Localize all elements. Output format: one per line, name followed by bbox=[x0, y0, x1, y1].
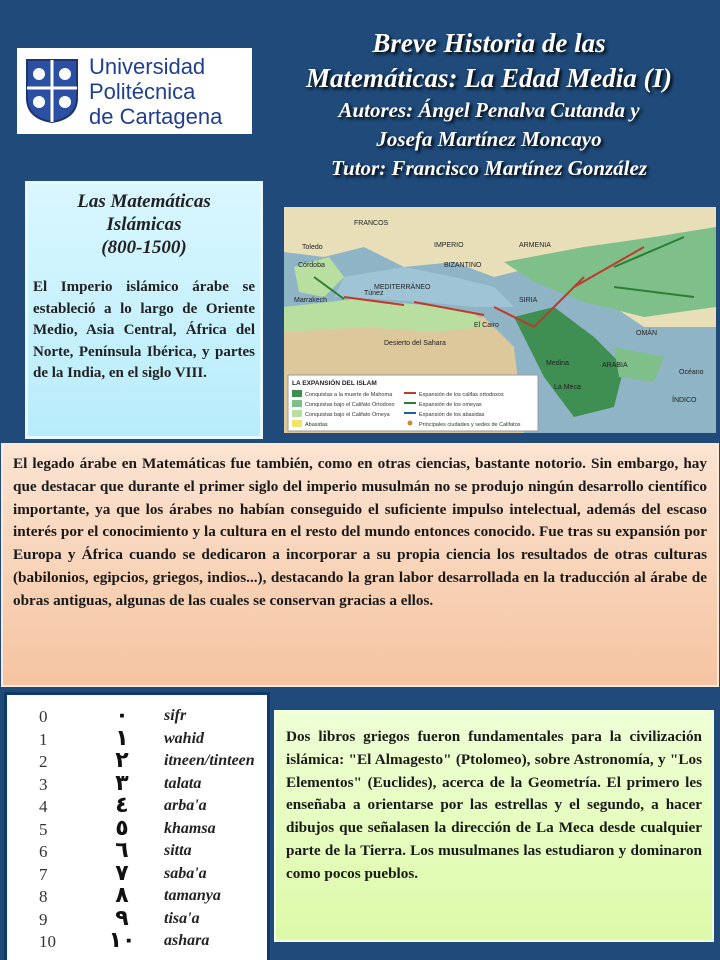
numeral-name: khamsa bbox=[164, 819, 216, 837]
numeral-row bbox=[7, 928, 267, 955]
arabic-numeral: ٥ bbox=[115, 815, 129, 841]
label-la-meca: La Meca bbox=[554, 384, 581, 391]
islamic-math-box bbox=[28, 184, 260, 436]
label-bizantino: BIZANTINO bbox=[444, 262, 482, 269]
western-numeral: 4 bbox=[39, 797, 48, 816]
label-marrakech: Marrakech bbox=[294, 297, 328, 304]
label-oceano: Océano bbox=[679, 369, 704, 376]
arabic-numerals-table bbox=[7, 695, 267, 960]
university-name bbox=[89, 54, 222, 129]
western-numeral: 8 bbox=[39, 887, 48, 906]
label-cordoba: Córdoba bbox=[298, 262, 325, 269]
western-numeral: 9 bbox=[39, 909, 48, 929]
authors-line-1: Autores: Ángel Penalva Cutanda y bbox=[338, 98, 640, 122]
label-indico: ÍNDICO bbox=[672, 397, 697, 404]
legend-item-4: Abasidas bbox=[305, 422, 328, 428]
legend-item-2: Conquistas bajo el Califato Ortodoxo bbox=[305, 402, 395, 408]
numeral-name: wahid bbox=[164, 729, 205, 747]
authors-line-2: Josefa Martínez Moncayo bbox=[376, 127, 602, 151]
map-drawing bbox=[284, 207, 716, 433]
label-toledo: Toledo bbox=[302, 244, 323, 251]
logo-line-2: Politécnica bbox=[89, 78, 196, 104]
shield-icon bbox=[25, 58, 79, 124]
arabic-numeral: ٤ bbox=[115, 793, 129, 818]
islamic-title-line-1: Las Matemáticas bbox=[77, 191, 211, 212]
arabic-numeral: ٨ bbox=[115, 883, 129, 908]
numeral-name: tisa'a bbox=[164, 909, 200, 927]
tutor-line: Tutor: Francisco Martínez González bbox=[330, 156, 647, 180]
university-logo bbox=[17, 48, 252, 134]
numeral-name: tamanya bbox=[164, 887, 221, 904]
poster-title bbox=[262, 26, 716, 183]
arabic-numeral: ٣ bbox=[115, 770, 129, 796]
map-legend bbox=[288, 375, 538, 431]
islamic-title-line-2: Islámicas bbox=[106, 214, 182, 235]
title-line-1: Breve Historia de las bbox=[372, 28, 606, 58]
arabic-numeral: ٢ bbox=[115, 748, 129, 773]
numeral-name: sifr bbox=[164, 707, 187, 724]
title-line-2: Matemáticas: La Edad Media (I) bbox=[306, 63, 672, 93]
numeral-name: saba'a bbox=[164, 864, 207, 882]
islamic-math-body: El Imperio islámico árabe se estableció a lo largo de Oriente Medio, Asia Central, África del Norte, Península Ibérica, y partes de la India, en el siglo VIII. bbox=[33, 279, 255, 381]
islam-expansion-map bbox=[284, 207, 716, 433]
label-mediterraneo: MEDITERRÁNEO bbox=[374, 284, 431, 291]
western-numeral: 0 bbox=[39, 707, 48, 726]
arabic-numeral: ٦ bbox=[115, 838, 129, 863]
legend-title: LA EXPANSIÓN DEL ISLAM bbox=[292, 380, 377, 387]
arabic-numeral: ١٠ bbox=[108, 928, 136, 953]
legend-item-5: Expansión de los califas ortodoxos bbox=[419, 392, 504, 398]
legend-item-7: Expansión de los abasidas bbox=[419, 412, 485, 418]
label-arabia: ARABIA bbox=[602, 362, 628, 369]
numeral-name: ashara bbox=[164, 932, 210, 949]
islamic-math-title bbox=[33, 190, 255, 259]
label-medina: Medina bbox=[546, 360, 569, 367]
greek-books-paragraph: Dos libros griegos fueron fundamentales para la civilización islámica: "El Almagesto" (Ptolomeo), sobre Astronomía, y "Los Elementos" (Euclides), acerca de la Geometría. El primero les enseñaba a orientarse por las estrellas y el segundo, a hacer dibujos que señalasen la dirección de La Meca desde cualquier parte de la Tierra. Los musulmanes las estudiaron y dominaron como pocos pueblos. bbox=[276, 712, 712, 940]
label-desierto: Desierto del Sahara bbox=[384, 340, 446, 347]
label-imperio: IMPERIO bbox=[434, 242, 464, 249]
western-numeral: 7 bbox=[39, 864, 48, 884]
western-numeral: 10 bbox=[39, 932, 56, 951]
label-oman: OMÁN bbox=[636, 330, 657, 337]
label-francos: FRANCOS bbox=[354, 220, 389, 227]
label-siria: SIRIA bbox=[519, 297, 538, 304]
label-armenia: ARMENIA bbox=[519, 242, 551, 249]
legend-item-1: Conquistas a la muerte de Mahoma bbox=[305, 392, 393, 398]
legend-item-8: Principales ciudades y sedes de Califatos bbox=[419, 422, 521, 428]
western-numeral: 5 bbox=[39, 819, 48, 839]
western-numeral: 1 bbox=[39, 729, 48, 749]
arabic-numeral: ٩ bbox=[115, 905, 129, 931]
numeral-name: sitta bbox=[164, 842, 192, 859]
western-numeral: 3 bbox=[39, 774, 48, 794]
islamic-period: (800-1500) bbox=[101, 237, 187, 258]
numeral-name: talata bbox=[164, 774, 202, 792]
legend-item-6: Expansión de los omeyas bbox=[419, 402, 482, 408]
label-tunez: Túnez bbox=[364, 290, 384, 297]
western-numeral: 2 bbox=[39, 752, 48, 771]
western-numeral: 6 bbox=[39, 842, 48, 861]
numeral-name: itneen/tinteen bbox=[164, 752, 255, 769]
label-el-cairo: El Cairo bbox=[474, 322, 499, 329]
arabic-numeral: ٧ bbox=[115, 860, 129, 886]
logo-line-1: Universidad bbox=[89, 53, 206, 79]
arabic-numeral: ٠ bbox=[115, 703, 129, 728]
logo-line-3: de Cartagena bbox=[89, 103, 223, 129]
legacy-paragraph: El legado árabe en Matemáticas fue también, como en otras ciencias, bastante notorio. Sin embargo, hay que destacar que durante el primer siglo del imperio musulmán no se produjo ningún desarrollo científico importante, ya que los árabes no habían conseguido el suficiente impulso intelectual, además del escaso interés por el conocimiento y la cultura en el resto del mundo entonces conocido. Fue tras su expansión por Europa y África cuando se dedicaron a incorporar a su propia ciencia los resultados de otras culturas (babilonios, egipcios, griegos, indios...), destacando la gran labor desarrollada en la traducción al árabe de obras antiguas, algunas de las cuales se conservan gracias a ellos. bbox=[3, 445, 717, 685]
legend-item-3: Conquistas bajo el Califato Omeya bbox=[305, 412, 390, 418]
arabic-numeral: ١ bbox=[115, 725, 129, 751]
numeral-name: arba'a bbox=[164, 797, 207, 814]
